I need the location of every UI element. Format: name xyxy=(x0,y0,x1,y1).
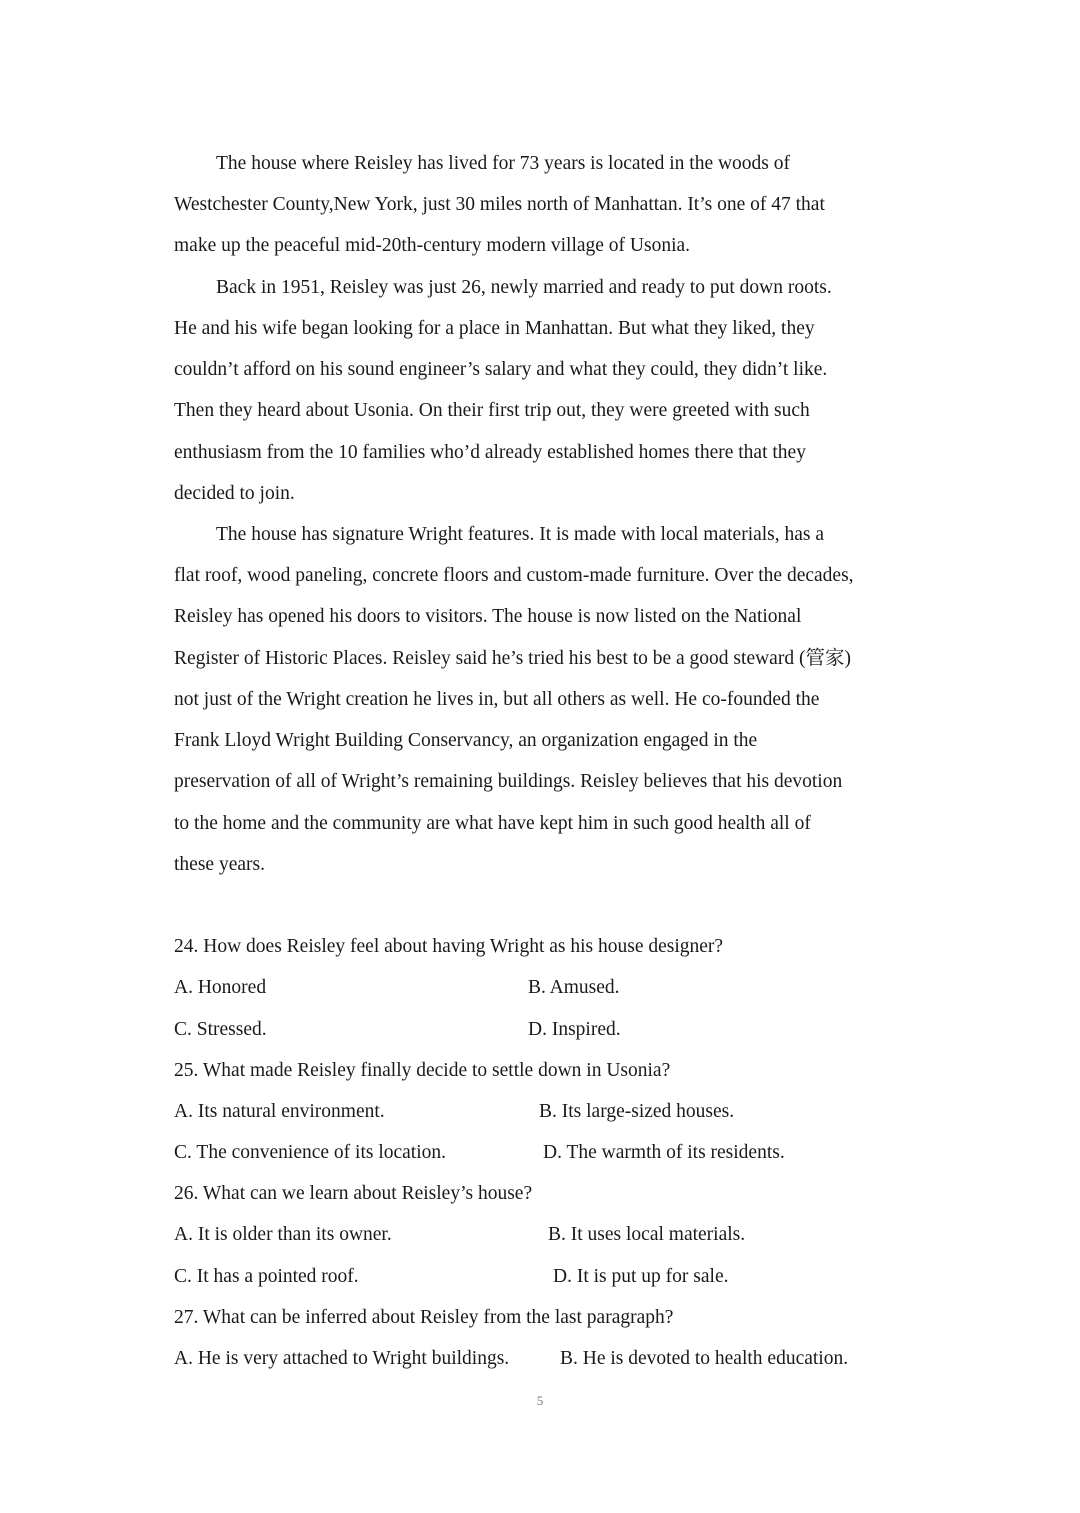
question-24-option-a: A. Honored xyxy=(174,977,267,998)
paragraph-2-line: Then they heard about Usonia. On their first trip out, they were greeted with such xyxy=(174,400,810,421)
question-26-option-d: D. It is put up for sale. xyxy=(553,1266,729,1287)
question-27-option-a: A. He is very attached to Wright buildings. xyxy=(174,1348,510,1369)
paragraph-2-line: Back in 1951, Reisley was just 26, newly married and ready to put down roots. xyxy=(216,277,832,298)
paragraph-3-line: these years. xyxy=(174,854,265,875)
paragraph-1-line: The house where Reisley has lived for 73 years is located in the woods of xyxy=(216,153,791,174)
paragraph-3-line: not just of the Wright creation he lives in, but all others as well. He co-founded the xyxy=(174,689,820,710)
paragraph-3-line: Register of Historic Places. Reisley said he’s tried his best to be a good steward (管家) xyxy=(174,648,851,669)
paragraph-3-line: Reisley has opened his doors to visitors. The house is now listed on the National xyxy=(174,606,802,627)
question-24-stem: 24. How does Reisley feel about having Wright as his house designer? xyxy=(174,936,724,957)
question-25-option-c: C. The convenience of its location. xyxy=(174,1142,447,1163)
paragraph-2-line: enthusiasm from the 10 families who’d already established homes there that they xyxy=(174,442,806,463)
question-24-option-b: B. Amused. xyxy=(528,977,620,998)
question-27-option-b: B. He is devoted to health education. xyxy=(560,1348,849,1369)
question-26-option-b: B. It uses local materials. xyxy=(548,1224,746,1245)
paragraph-2-line: couldn’t afford on his sound engineer’s salary and what they could, they didn’t like. xyxy=(174,359,828,380)
paragraph-3-line: The house has signature Wright features. It is made with local materials, has a xyxy=(216,524,825,545)
question-25-option-d: D. The warmth of its residents. xyxy=(543,1142,785,1163)
question-26-stem: 26. What can we learn about Reisley’s house? xyxy=(174,1183,533,1204)
paragraph-2-line: decided to join. xyxy=(174,483,295,504)
question-27-stem: 27. What can be inferred about Reisley from the last paragraph? xyxy=(174,1307,674,1328)
question-25-option-a: A. Its natural environment. xyxy=(174,1101,385,1122)
paragraph-3-line: flat roof, wood paneling, concrete floors and custom-made furniture. Over the decades, xyxy=(174,565,854,586)
page-number: 5 xyxy=(536,1393,544,1408)
question-24-option-d: D. Inspired. xyxy=(528,1019,621,1040)
paragraph-3-line: preservation of all of Wright’s remaining buildings. Reisley believes that his devotion xyxy=(174,771,843,792)
question-24-option-c: C. Stressed. xyxy=(174,1019,267,1040)
question-25-option-b: B. Its large-sized houses. xyxy=(539,1101,735,1122)
paragraph-3-line: Frank Lloyd Wright Building Conservancy, an organization engaged in the xyxy=(174,730,758,751)
paragraph-1-line: make up the peaceful mid-20th-century modern village of Usonia. xyxy=(174,235,691,256)
paragraph-3-line: to the home and the community are what have kept him in such good health all of xyxy=(174,813,811,834)
question-25-stem: 25. What made Reisley finally decide to settle down in Usonia? xyxy=(174,1060,671,1081)
question-26-option-c: C. It has a pointed roof. xyxy=(174,1266,359,1287)
question-26-option-a: A. It is older than its owner. xyxy=(174,1224,392,1245)
paragraph-1-line: Westchester County,New York, just 30 miles north of Manhattan. It’s one of 47 that xyxy=(174,194,825,215)
paragraph-2-line: He and his wife began looking for a place in Manhattan. But what they liked, they xyxy=(174,318,815,339)
